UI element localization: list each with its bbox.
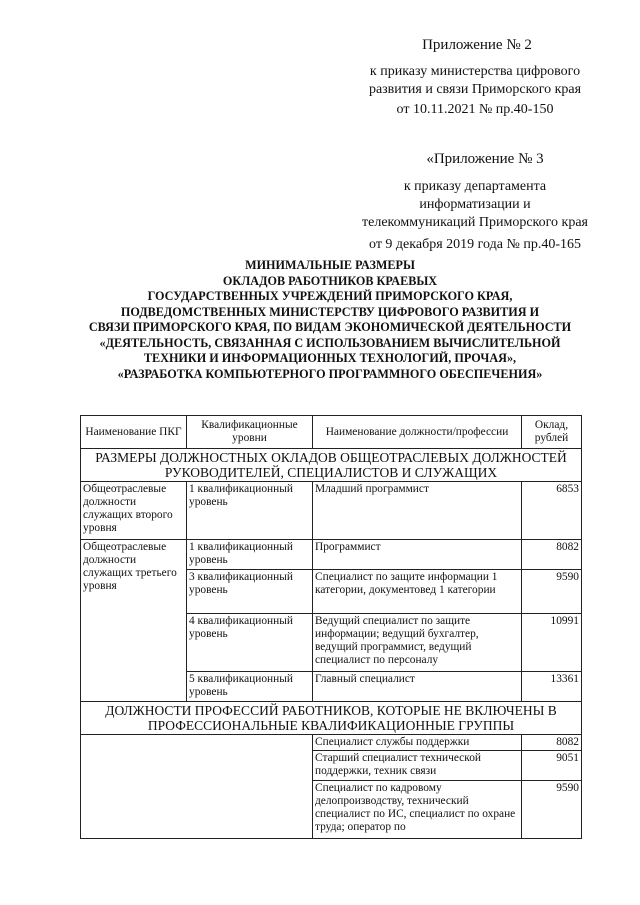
header-salary: Оклад, рублей [522,416,582,449]
title-line: ТЕХНИКИ И ИНФОРМАЦИОННЫХ ТЕХНОЛОГИЙ, ПРОЧАЯ», [143,351,517,365]
position-cell: Специалист службы поддержки [313,735,522,751]
position-cell: Ведущий специалист по защите информации; ведущий бухгалтер, ведущий программист, ведущий специалист по персоналу [313,614,522,672]
annex-2-date: от 10.11.2021 № пр.40-150 [396,102,554,117]
empty-cell [81,735,313,839]
section-row [81,449,582,482]
title-line: МИНИМАЛЬНЫЕ РАЗМЕРЫ [245,258,415,272]
annex-2-title: Приложение № 2 [422,37,532,53]
annex-3-title: «Приложение № 3 [426,151,544,167]
salary-cell: 8082 [522,540,582,570]
level-cell: 5 квалификационный уровень [187,672,313,702]
level-cell: 1 квалификационный уровень [187,482,313,540]
title-line: ПОДВЕДОМСТВЕННЫХ МИНИСТЕРСТВУ ЦИФРОВОГО РАЗВИТИЯ И [120,304,540,319]
position-cell: Специалист по кадровому делопроизводству, технический специалист по ИС, специалист по охране труда; оператор по [313,781,522,839]
salary-cell: 9590 [522,570,582,614]
pkg-name: Общеотраслевые должности служащих второго уровня [81,482,187,540]
section-2-title: ДОЛЖНОСТИ ПРОФЕССИЙ РАБОТНИКОВ, КОТОРЫЕ НЕ ВКЛЮЧЕНЫ В ПРОФЕССИОНАЛЬНЫЕ КВАЛИФИКАЦИОННЫЕ ГРУППЫ [81,702,582,735]
table-header-row [81,416,582,449]
table-row [81,735,582,751]
table-row [81,540,582,570]
annex-3-line: информатизации и [419,197,531,212]
level-cell: 1 квалификационный уровень [187,540,313,570]
annex-2-line: к приказу министерства цифрового [369,64,581,79]
salary-cell: 8082 [522,735,582,751]
title-line: «ДЕЯТЕЛЬНОСТЬ, СВЯЗАННАЯ С ИСПОЛЬЗОВАНИЕМ ВЫЧИСЛИТЕЛЬНОЙ [99,335,561,350]
table-row [81,482,582,540]
section-row [81,702,582,735]
salary-cell: 6853 [522,482,582,540]
title-line: ОКЛАДОВ РАБОТНИКОВ КРАЕВЫХ [222,273,438,288]
pkg-name: Общеотраслевые должности служащих третьего уровня [81,540,187,702]
salary-cell: 10991 [522,614,582,672]
header-pkg: Наименование ПКГ [81,416,187,449]
level-cell: 3 квалификационный уровень [187,570,313,614]
level-cell: 4 квалификационный уровень [187,614,313,672]
title-line: «РАЗРАБОТКА КОМПЬЮТЕРНОГО ПРОГРАММНОГО ОБЕСПЕЧЕНИЯ» [117,366,543,381]
salary-table [80,415,582,839]
title-line: СВЯЗИ ПРИМОРСКОГО КРАЯ, ПО ВИДАМ ЭКОНОМИЧЕСКОЙ ДЕЯТЕЛЬНОСТИ [88,320,572,334]
position-cell: Младший программист [313,482,522,540]
annex-3-line: к приказу департамента [403,179,547,194]
salary-cell: 9590 [522,781,582,839]
position-cell: Программист [313,540,522,570]
salary-cell: 13361 [522,672,582,702]
annex-3-date: от 9 декабря 2019 года № пр.40-165 [369,237,581,252]
annex-3-line: телекоммуникаций Приморского края [362,215,588,230]
position-cell: Главный специалист [313,672,522,702]
title-line: ГОСУДАРСТВЕННЫХ УЧРЕЖДЕНИЙ ПРИМОРСКОГО КРАЯ, [147,289,513,303]
position-cell: Старший специалист технической поддержки, техник связи [313,751,522,781]
header-position: Наименование должности/профессии [313,416,522,449]
salary-cell: 9051 [522,751,582,781]
annex-2-line: развития и связи Приморского края [368,82,582,97]
document-title [40,258,620,382]
header-level: Квалификационные уровни [187,416,313,449]
position-cell: Специалист по защите информации 1 категории, документовед 1 категории [313,570,522,614]
section-1-title: РАЗМЕРЫ ДОЛЖНОСТНЫХ ОКЛАДОВ ОБЩЕОТРАСЛЕВЫХ ДОЛЖНОСТЕЙ РУКОВОДИТЕЛЕЙ, СПЕЦИАЛИСТОВ И СЛУЖАЩИХ [81,449,582,482]
